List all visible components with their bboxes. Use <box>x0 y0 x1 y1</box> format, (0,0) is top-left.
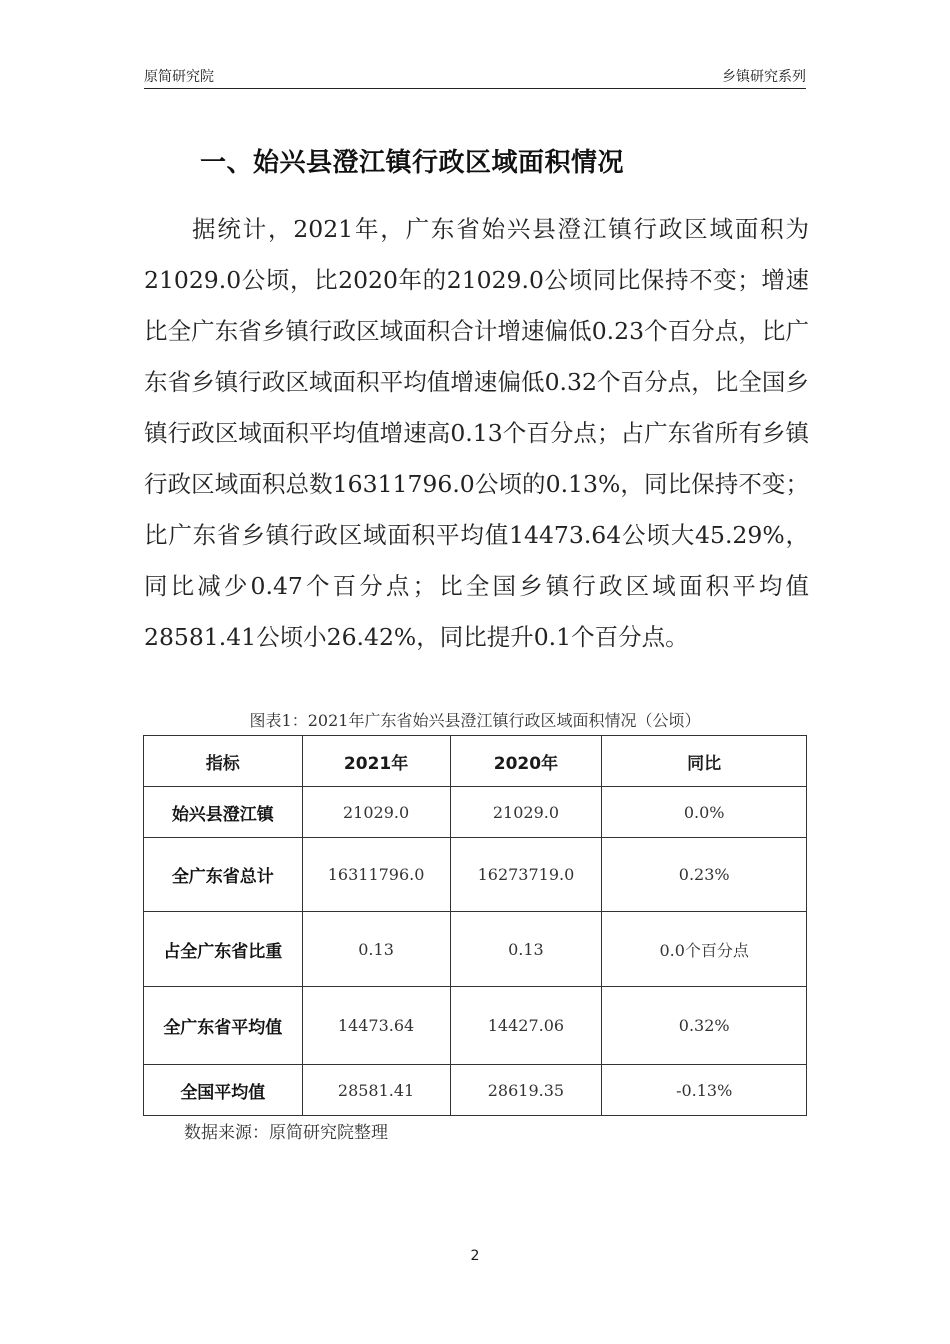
header-cell-2021: 2021年 <box>302 736 450 787</box>
cell-2020: 16273719.0 <box>450 838 602 912</box>
header-left-text: 原简研究院 <box>144 69 214 85</box>
row-label: 始兴县澄江镇 <box>144 787 303 838</box>
row-label: 全广东省总计 <box>144 838 303 912</box>
row-label: 全广东省平均值 <box>144 987 303 1065</box>
table-header-row <box>144 736 807 787</box>
cell-2021: 14473.64 <box>302 987 450 1065</box>
header-right-text: 乡镇研究系列 <box>722 69 806 85</box>
table-row <box>144 912 807 987</box>
cell-2020: 14427.06 <box>450 987 602 1065</box>
cell-2021: 21029.0 <box>302 787 450 838</box>
data-table <box>143 735 807 1116</box>
table-row <box>144 787 807 838</box>
header-cell-indicator: 指标 <box>144 736 303 787</box>
cell-yoy: 0.32% <box>602 987 807 1065</box>
page-header <box>144 66 806 89</box>
cell-2020: 28619.35 <box>450 1065 602 1116</box>
cell-yoy: 0.0% <box>602 787 807 838</box>
row-label: 全国平均值 <box>144 1065 303 1116</box>
section-title: 一、始兴县澄江镇行政区域面积情况 <box>200 148 625 178</box>
header-cell-2020: 2020年 <box>450 736 602 787</box>
table-row <box>144 987 807 1065</box>
cell-2020: 0.13 <box>450 912 602 987</box>
cell-2020: 21029.0 <box>450 787 602 838</box>
table-row <box>144 838 807 912</box>
body-paragraph: 据统计，2021年，广东省始兴县澄江镇行政区域面积为21029.0公顷，比2020年的21029.0公顷同比保持不变；增速比全广东省乡镇行政区域面积合计增速偏低0.23个百分点，比广东省乡镇行政区域面积平均值增速偏低0.32个百分点，比全国乡镇行政区域面积平均值增速高0.13个百分点；占广东省所有乡镇行政区域面积总数16311796.0公顷的0.13%，同比保持不变；比广东省乡镇行政区域面积平均值14473.64公顷大45.29%，同比减少0.47个百分点；比全国乡镇行政区域面积平均值28581.41公顷小26.42%，同比提升0.1个百分点。 <box>144 215 809 651</box>
header-cell-yoy: 同比 <box>602 736 807 787</box>
cell-yoy: -0.13% <box>602 1065 807 1116</box>
cell-2021: 28581.41 <box>302 1065 450 1116</box>
cell-yoy: 0.23% <box>602 838 807 912</box>
table-row <box>144 1065 807 1116</box>
row-label: 占全广东省比重 <box>144 912 303 987</box>
table-caption: 图表1：2021年广东省始兴县澄江镇行政区域面积情况（公顷） <box>249 711 701 730</box>
cell-2021: 0.13 <box>302 912 450 987</box>
cell-2021: 16311796.0 <box>302 838 450 912</box>
data-source-note: 数据来源：原简研究院整理 <box>184 1123 388 1143</box>
page-number: 2 <box>470 1248 480 1264</box>
cell-yoy: 0.0个百分点 <box>602 912 807 987</box>
